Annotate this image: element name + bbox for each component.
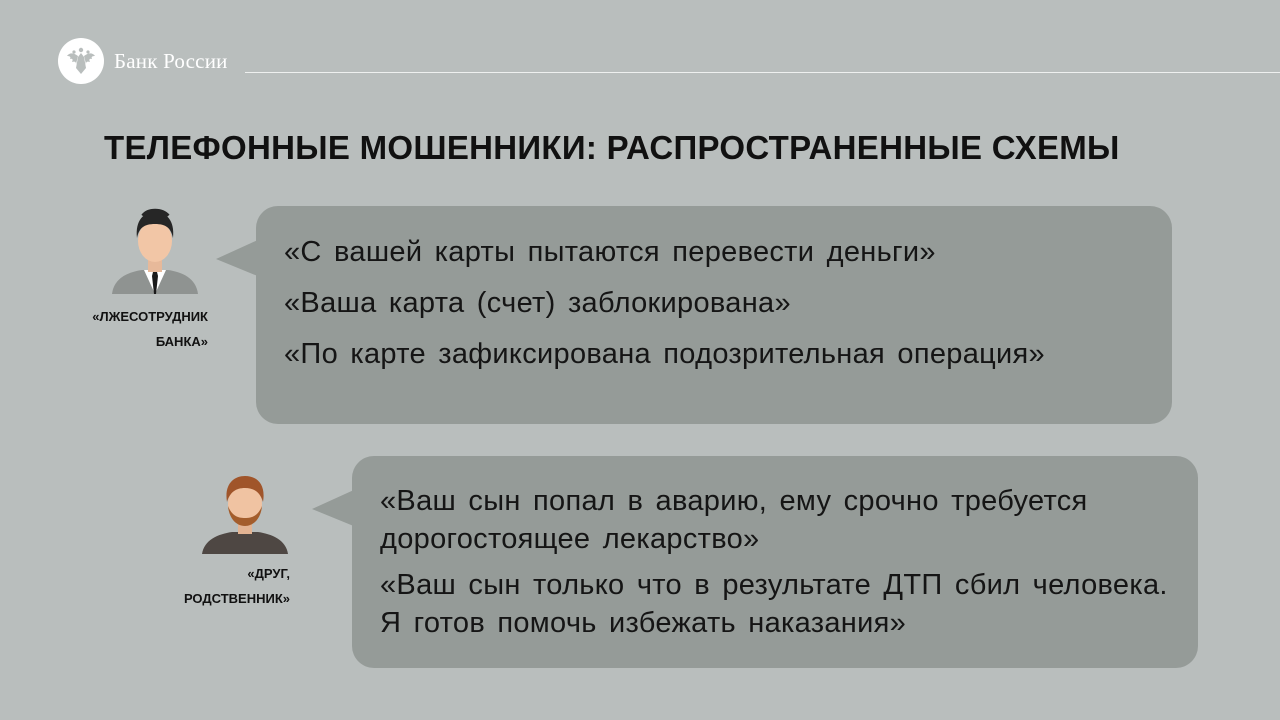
quote: «Ваш сын только что в результате ДТП сбил человека. Я готов помочь избежать наказания» [380, 569, 1168, 639]
header-divider [245, 72, 1280, 73]
quote: «Ваша карта (счет) заблокирована» [284, 287, 791, 319]
bubble-tail [216, 233, 260, 283]
bank-logo [58, 38, 104, 84]
header [58, 38, 228, 84]
quote: «С вашей карты пытаются перевести деньги» [284, 236, 936, 268]
caption-friend-relative [120, 561, 290, 611]
quote: «Ваш сын попал в аварию, ему срочно требуется дорогостоящее лекарство» [380, 485, 1088, 555]
brand-name: Банк России [114, 48, 228, 73]
speech-bubble-friend-relative [352, 456, 1198, 668]
caption-line: РОДСТВЕННИК» [183, 591, 290, 606]
caption-line: «ДРУГ, [247, 566, 290, 581]
caption-line: «ЛЖЕСОТРУДНИК [92, 309, 208, 324]
page-title: ТЕЛЕФОННЫЕ МОШЕННИКИ: РАСПРОСТРАНЕННЫЕ СХЕМЫ [104, 129, 1120, 166]
caption-line: БАНКА» [155, 334, 208, 349]
bank-employee-avatar-icon [110, 206, 200, 301]
bubble-tail [312, 483, 356, 533]
friend-relative-avatar-icon [200, 472, 290, 561]
speech-bubble-bank-employee [256, 206, 1172, 424]
quote: «По карте зафиксирована подозрительная операция» [284, 338, 1045, 370]
double-headed-eagle-icon [64, 44, 98, 78]
caption-bank-employee [40, 304, 208, 354]
